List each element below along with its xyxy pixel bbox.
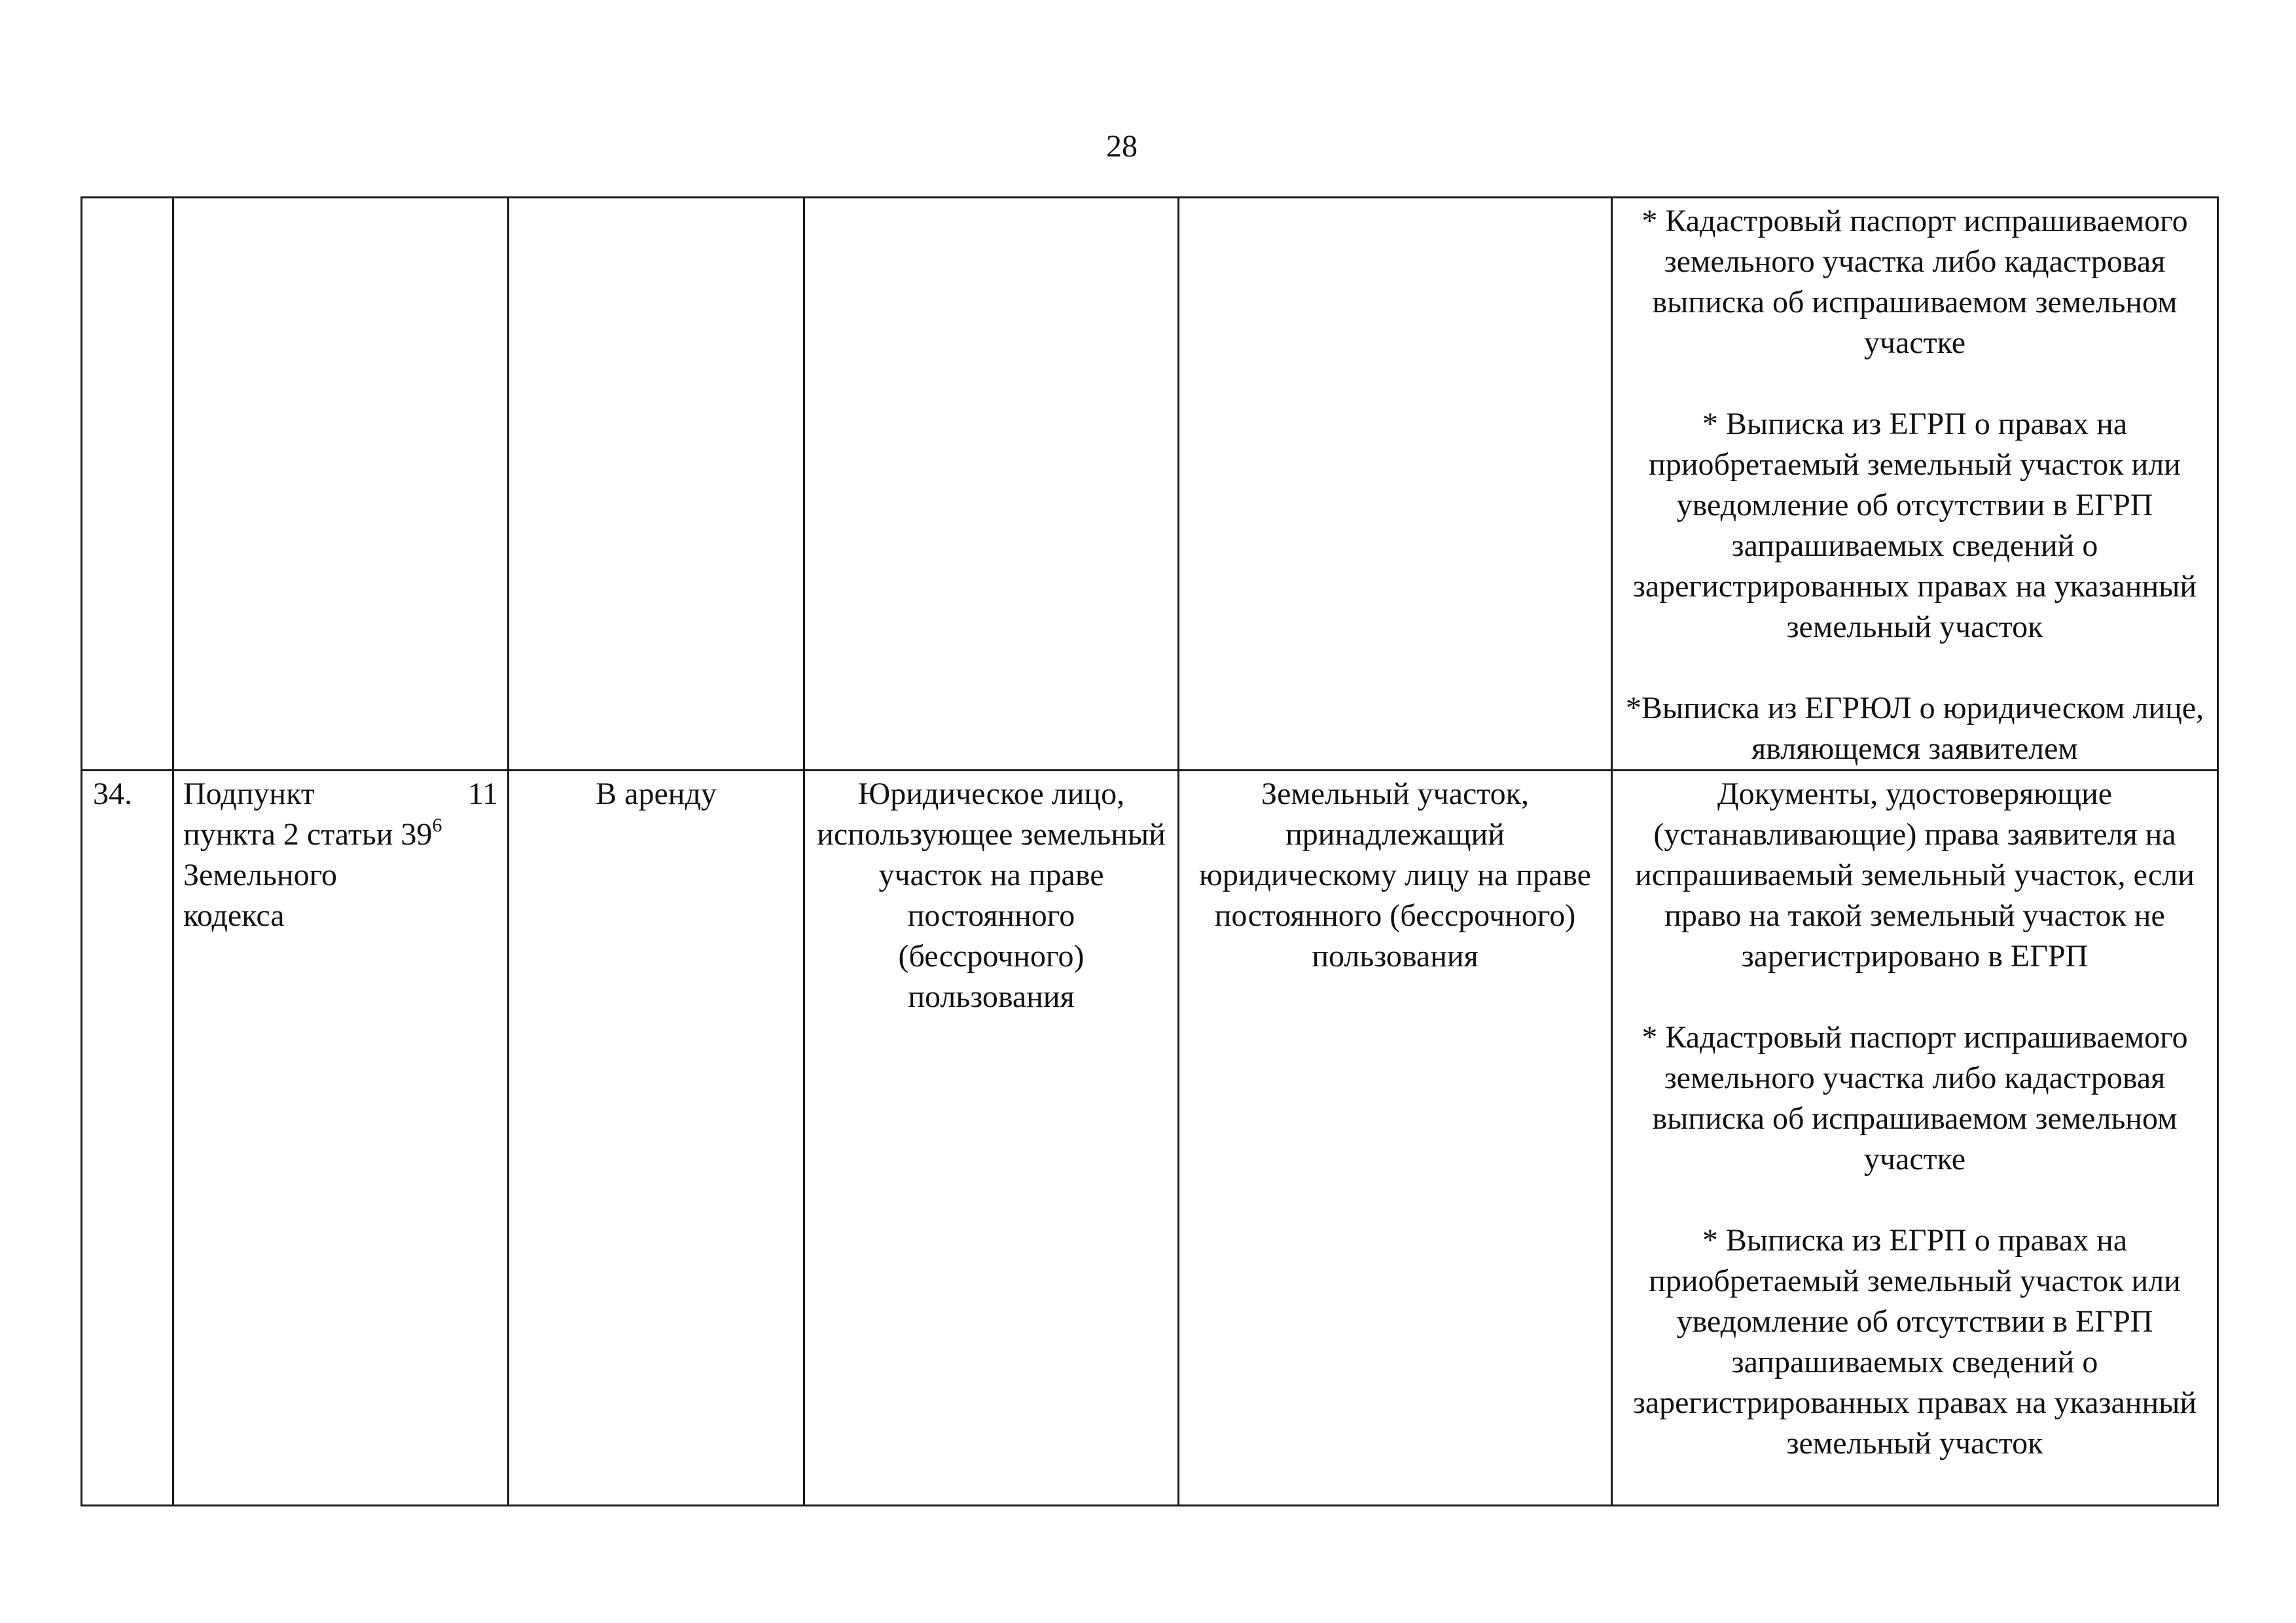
land-plot-cell xyxy=(1179,198,1612,771)
page-number: 28 xyxy=(1106,129,1138,164)
basis-line: кодекса xyxy=(183,898,285,933)
document-item: * Кадастровый паспорт испрашиваемого земельного участка либо кадастровая выписка об испрашиваемом земельном участке xyxy=(1641,204,2188,360)
basis-word: Подпункт xyxy=(183,776,315,811)
basis-text: пункта 2 статьи 39 xyxy=(183,817,433,852)
documents-table xyxy=(81,196,2219,1506)
document-item: Документы, удостоверяющие (устанавливающие) права заявителя на испрашиваемый земельный участок, если право на такой земельный участок не зарегистрировано в ЕГРП xyxy=(1635,776,2195,974)
document-item: * Выписка из ЕГРП о правах на приобретаемый земельный участок или уведомление об отсутствии в ЕГРП запрашиваемых сведений о зарегистрированных правах на указанный земельный участок xyxy=(1632,1223,2197,1461)
applicant-cell xyxy=(804,198,1179,771)
basis-line: Земельного xyxy=(183,858,338,892)
right-type: В аренду xyxy=(596,776,717,811)
basis-cell xyxy=(173,198,509,771)
document-item: * Кадастровый паспорт испрашиваемого земельного участка либо кадастровая выписка об испрашиваемом земельном участке xyxy=(1641,1020,2188,1176)
number-cell xyxy=(82,771,173,1506)
row-number: 34. xyxy=(93,776,132,811)
basis-line xyxy=(183,814,498,855)
documents-cell xyxy=(1612,198,2218,771)
number-cell xyxy=(82,198,173,771)
document-item: * Выписка из ЕГРП о правах на приобретаемый земельный участок или уведомление об отсутствии в ЕГРП запрашиваемых сведений о зарегистрированных правах на указанный земельный участок xyxy=(1632,407,2197,644)
basis-subparagraph-number: 11 xyxy=(467,776,498,811)
table-row-34 xyxy=(82,771,2218,1506)
applicant: Юридическое лицо, использующее земельный участок на праве постоянного (бессрочного) пользования xyxy=(817,776,1166,1014)
basis-cell xyxy=(173,771,509,1506)
right-type-cell xyxy=(509,198,804,771)
basis-line xyxy=(183,774,498,814)
document-item: *Выписка из ЕГРЮЛ о юридическом лице, являющемся заявителем xyxy=(1625,691,2204,766)
right-type-cell xyxy=(509,771,804,1506)
land-plot: Земельный участок, принадлежащий юридическому лицу на праве постоянного (бессрочного) пользования xyxy=(1199,776,1591,974)
applicant-cell xyxy=(804,771,1179,1506)
article-superscript: 6 xyxy=(432,814,442,836)
documents-cell xyxy=(1612,771,2218,1506)
table-row-continuation xyxy=(82,198,2218,771)
land-plot-cell xyxy=(1179,771,1612,1506)
